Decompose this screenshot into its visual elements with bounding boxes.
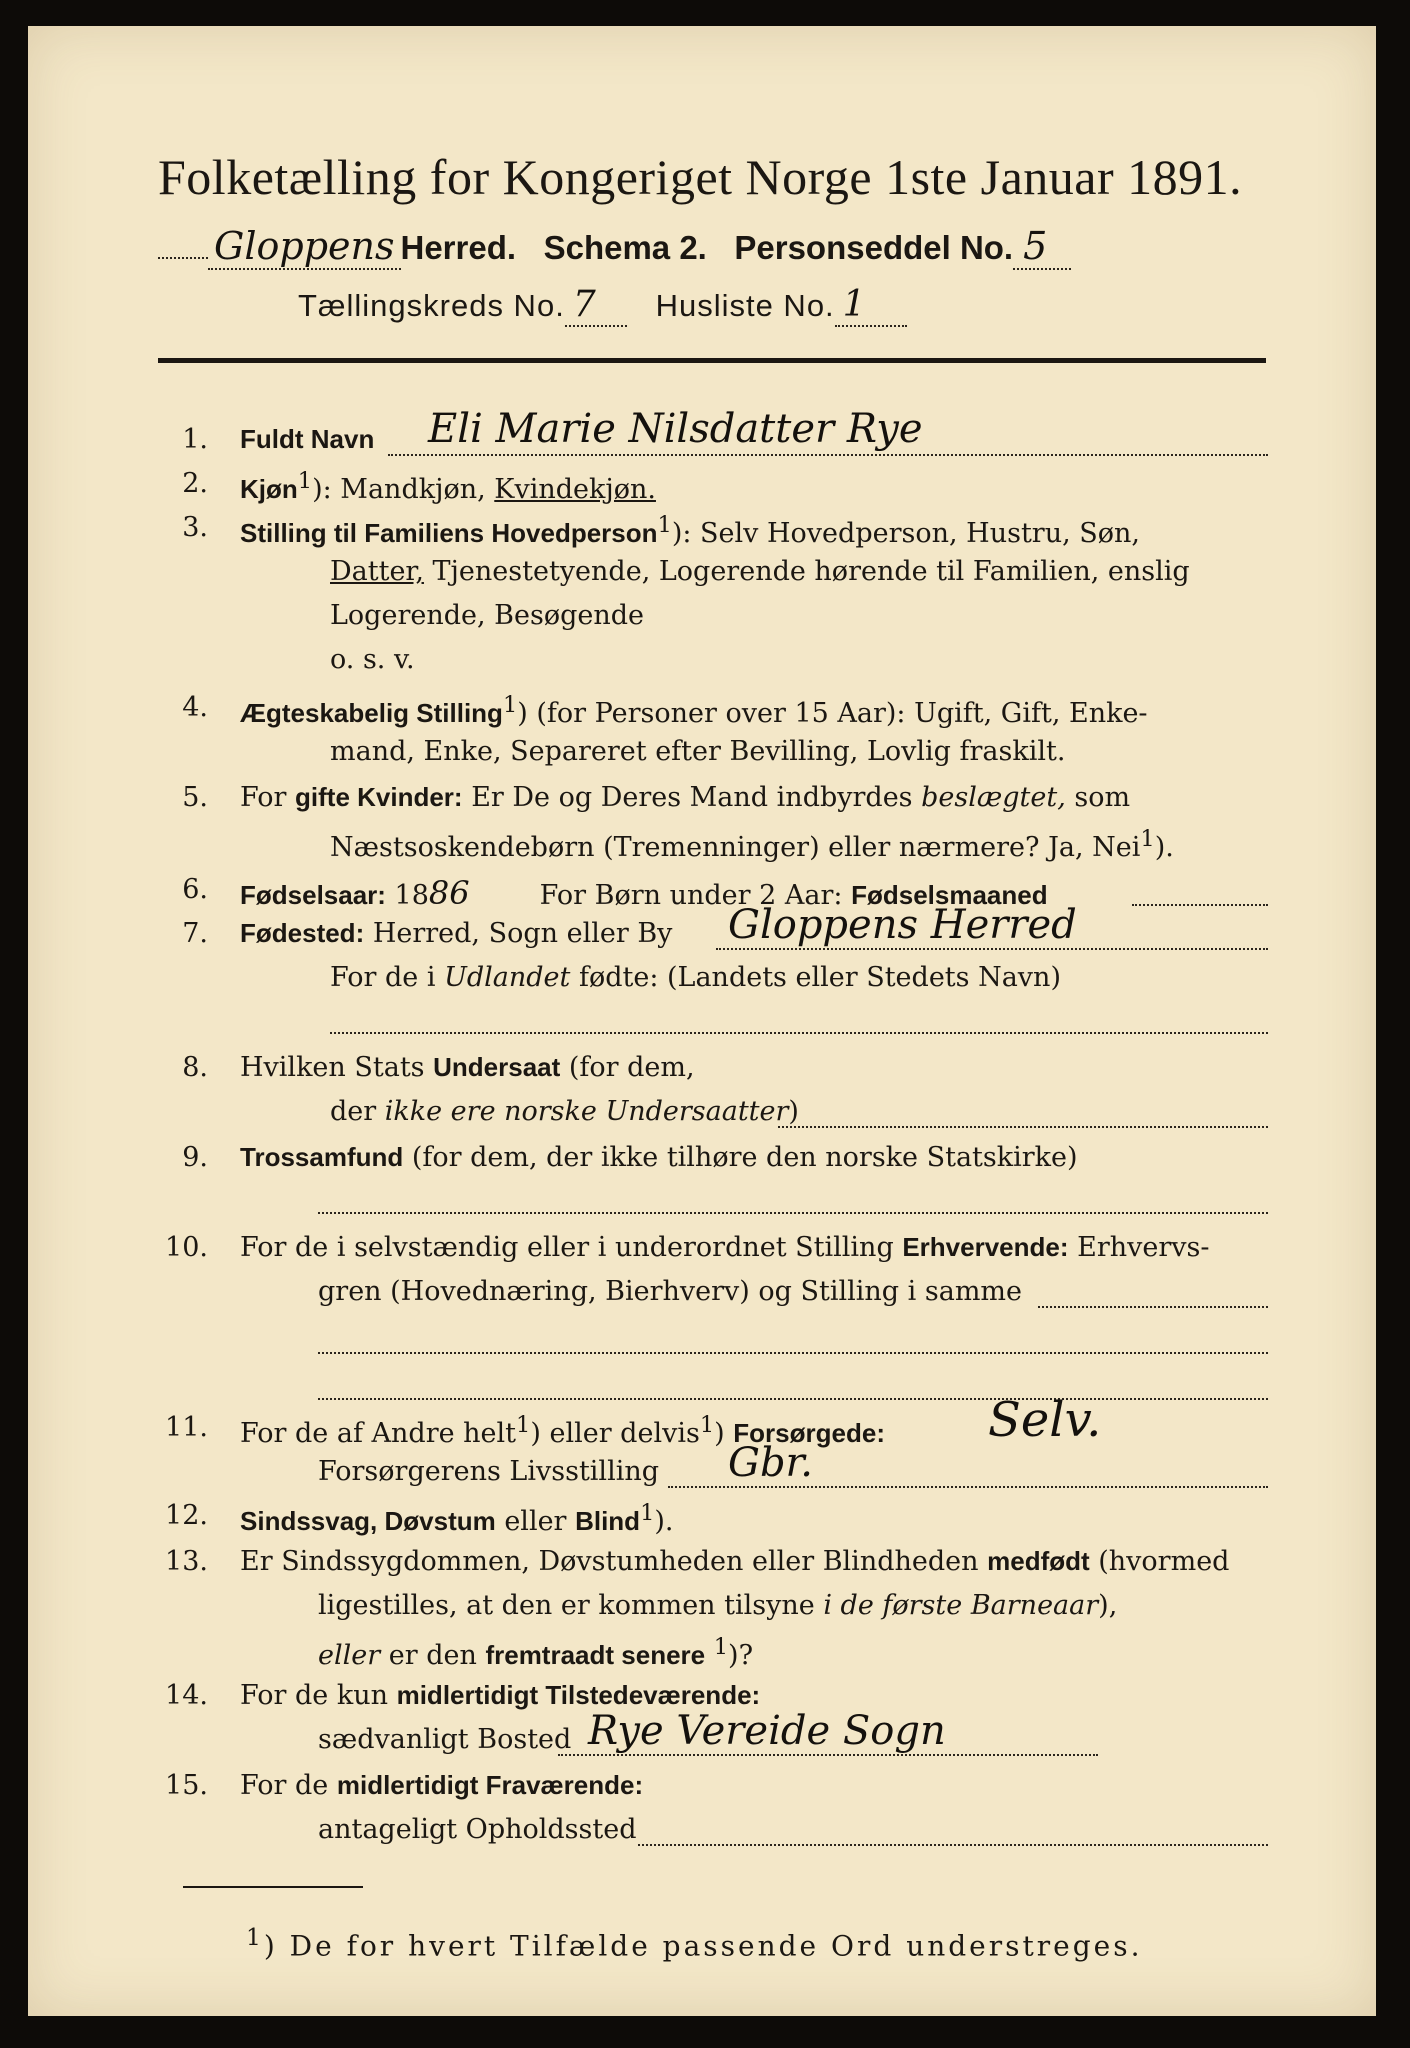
herred-label: Herred. bbox=[400, 229, 517, 266]
q10-label: Erhvervende: bbox=[902, 1232, 1069, 1262]
footnote-mark: 1 bbox=[516, 1412, 531, 1438]
q5-line-2 bbox=[330, 826, 1174, 863]
q7-answer-line-2 bbox=[330, 1032, 1268, 1034]
item-number: 7. bbox=[182, 918, 208, 949]
q10-text: For de i selvstændig eller i underordnet Stilling bbox=[240, 1232, 894, 1263]
q2-text: ): Mandkjøn, bbox=[312, 474, 486, 505]
q6-label-2: Fødselsmaaned bbox=[851, 880, 1048, 910]
q6-text: For Børn under 2 Aar: bbox=[539, 880, 843, 911]
footnote-rule bbox=[183, 1886, 363, 1888]
item-number: 6. bbox=[182, 874, 208, 905]
q2-label: Kjøn bbox=[240, 474, 298, 504]
item-number: 12. bbox=[165, 1500, 208, 1531]
q13-text: ), bbox=[1098, 1590, 1118, 1621]
footnote bbox=[246, 1923, 1142, 1962]
q12-label: Sindssvag, Døvstum bbox=[240, 1506, 496, 1536]
footnote-mark: 1 bbox=[502, 692, 518, 718]
q5-italic: beslægtet, bbox=[921, 782, 1066, 813]
q3-selected-option: Datter, bbox=[330, 556, 424, 587]
q9-answer-line bbox=[318, 1212, 1268, 1214]
q7-line-2 bbox=[330, 962, 1061, 993]
q9-label: Trossamfund bbox=[240, 1142, 404, 1172]
q7-label: Fødested: bbox=[240, 918, 365, 948]
q7-answer-line bbox=[716, 948, 1268, 950]
q2-selected-option: Kvindekjøn. bbox=[494, 474, 656, 505]
footnote-text: ) De for hvert Tilfælde passende Ord understreges. bbox=[263, 1929, 1143, 1963]
taellingskreds-label: Tællingskreds No. bbox=[298, 288, 565, 323]
item-number: 14. bbox=[165, 1680, 208, 1711]
q7-text: fødte: (Landets eller Stedets Navn) bbox=[578, 962, 1061, 993]
q8-text: (for dem, bbox=[568, 1052, 695, 1083]
q15-text: For de bbox=[240, 1770, 329, 1801]
q7-text: Herred, Sogn eller By bbox=[372, 918, 673, 949]
q7-italic: Udlandet bbox=[444, 962, 571, 993]
q6-year-prefix: 18 bbox=[394, 880, 429, 911]
q13-line-3 bbox=[318, 1634, 753, 1671]
q11-answer-2: Gbr. bbox=[728, 1440, 813, 1486]
q4-text: ) (for Personer over 15 Aar): Ugift, Gift, Enke- bbox=[517, 698, 1148, 729]
q3-line-4: o. s. v. bbox=[330, 644, 415, 675]
q3-text: ): Selv Hovedperson, Hustru, Søn, bbox=[671, 518, 1140, 549]
herred-value: Gloppens bbox=[208, 224, 401, 270]
taellingskreds-value: 7 bbox=[565, 284, 627, 327]
q12-text: eller bbox=[504, 1506, 567, 1537]
q14-text: For de kun bbox=[240, 1680, 388, 1711]
q10-text: Erhvervs- bbox=[1077, 1232, 1210, 1263]
item-number: 11. bbox=[165, 1412, 208, 1443]
footnote-mark: 1 bbox=[713, 1634, 729, 1660]
q11-answer: Selv. bbox=[988, 1392, 1102, 1448]
q11-text: ) bbox=[714, 1418, 725, 1449]
q5-text: ). bbox=[1154, 832, 1174, 863]
q10-answer-line-2 bbox=[318, 1352, 1268, 1354]
personseddel-value: 5 bbox=[1013, 224, 1071, 270]
q12-text: ). bbox=[654, 1506, 674, 1537]
footnote-mark: 1 bbox=[297, 468, 313, 494]
q14-line-2: sædvanligt Bosted bbox=[318, 1724, 572, 1755]
q10-answer-line bbox=[1038, 1306, 1268, 1308]
dotted-leader bbox=[158, 257, 208, 259]
q13-line-2 bbox=[318, 1590, 1117, 1621]
q7-text: For de i bbox=[330, 962, 436, 993]
q3-line-3: Logerende, Besøgende bbox=[330, 600, 644, 631]
q8-answer-line bbox=[778, 1126, 1268, 1128]
q13-italic: eller bbox=[318, 1640, 381, 1671]
footnote-mark: 1 bbox=[1140, 826, 1155, 852]
q14-answer-line bbox=[558, 1754, 1098, 1756]
husliste-value: 1 bbox=[835, 284, 907, 327]
header-rule bbox=[158, 358, 1266, 363]
q4-line-2: mand, Enke, Separeret efter Bevilling, Lovlig fraskilt. bbox=[330, 736, 1066, 767]
q8-label: Undersaat bbox=[433, 1052, 561, 1082]
q14-label: midlertidigt Tilstedeværende: bbox=[396, 1680, 761, 1710]
item-number: 8. bbox=[182, 1052, 208, 1083]
q3-text: Tjenestetyende, Logerende hørende til Familien, enslig bbox=[432, 556, 1190, 587]
footnote-mark: 1 bbox=[640, 1500, 655, 1526]
schema-label: Schema 2. bbox=[543, 229, 707, 266]
item-number: 15. bbox=[165, 1770, 208, 1801]
item-number: 2. bbox=[182, 468, 208, 499]
q15-answer-line bbox=[638, 1844, 1268, 1846]
q11-label: Forsørgede: bbox=[733, 1418, 885, 1448]
item-number: 5. bbox=[182, 782, 208, 813]
q15-line-2: antageligt Opholdssted bbox=[318, 1814, 637, 1845]
q13-text: ligestilles, at den er kommen tilsyne bbox=[318, 1590, 815, 1621]
footnote-mark: 1 bbox=[657, 512, 672, 538]
item-number: 3. bbox=[182, 512, 208, 543]
q13-label-2: fremtraadt senere bbox=[485, 1640, 706, 1670]
q11-line-2: Forsørgerens Livsstilling bbox=[318, 1456, 660, 1487]
q14-answer: Rye Vereide Sogn bbox=[588, 1708, 946, 1754]
q5-text: Næstsoskendebørn (Tremenninger) eller nærmere? Ja, Nei bbox=[330, 832, 1141, 863]
husliste-label: Husliste No. bbox=[655, 288, 835, 323]
item-number: 10. bbox=[165, 1232, 208, 1263]
q8-line-2 bbox=[330, 1096, 799, 1127]
q10-answer-line-3 bbox=[318, 1398, 1268, 1400]
q13-text: Er Sindssygdommen, Døvstumheden eller Blindheden bbox=[240, 1546, 979, 1577]
q6-label: Fødselsaar: bbox=[240, 880, 386, 910]
herred-line bbox=[158, 224, 1071, 270]
q8-italic: ikke ere norske Undersaatter bbox=[384, 1096, 789, 1127]
q13-italic: i de første Barneaar bbox=[823, 1590, 1099, 1621]
q5-text: Er De og Deres Mand indbyrdes bbox=[471, 782, 913, 813]
census-form-sheet bbox=[28, 26, 1376, 2016]
q8-text: der bbox=[330, 1096, 377, 1127]
form-title: Folketælling for Kongeriget Norge 1ste Januar 1891. bbox=[158, 149, 1243, 205]
q7-answer: Gloppens Herred bbox=[728, 902, 1077, 948]
q1-answer: Eli Marie Nilsdatter Rye bbox=[428, 406, 923, 452]
item-number: 9. bbox=[182, 1142, 208, 1173]
q6-answer: 86 bbox=[428, 874, 470, 912]
footnote-mark: 1 bbox=[699, 1412, 715, 1438]
q13-text: (hvormed bbox=[1098, 1546, 1230, 1577]
q9-text: (for dem, der ikke tilhøre den norske Statskirke) bbox=[411, 1142, 1078, 1173]
q3-label: Stilling til Familiens Hovedperson bbox=[240, 518, 658, 548]
q13-text: )? bbox=[728, 1640, 754, 1671]
taellingskreds-line bbox=[298, 284, 907, 327]
q3-line-2 bbox=[330, 556, 1190, 587]
q6-answer-line bbox=[1132, 904, 1268, 906]
q12-label-2: Blind bbox=[575, 1506, 641, 1536]
q11-answer-line bbox=[668, 1486, 1268, 1488]
q8-text: ) bbox=[788, 1096, 799, 1127]
q8-text: Hvilken Stats bbox=[240, 1052, 425, 1083]
q5-text: For bbox=[240, 782, 287, 813]
item-number: 13. bbox=[165, 1546, 208, 1577]
q13-text: er den bbox=[388, 1640, 477, 1671]
q4-label: Ægteskabelig Stilling bbox=[240, 698, 503, 728]
q11-text: ) eller delvis bbox=[530, 1418, 700, 1449]
q15-label: midlertidigt Fraværende: bbox=[336, 1770, 644, 1800]
q13-label: medfødt bbox=[987, 1546, 1090, 1576]
q1-answer-line bbox=[388, 454, 1268, 456]
q5-text: som bbox=[1074, 782, 1131, 813]
q11-text: For de af Andre helt bbox=[240, 1418, 517, 1449]
q5-label: gifte Kvinder: bbox=[295, 782, 463, 812]
footnote-mark: 1 bbox=[246, 1923, 264, 1951]
item-number: 1. bbox=[182, 424, 208, 455]
personseddel-label: Personseddel No. bbox=[734, 229, 1014, 266]
item-number: 4. bbox=[182, 692, 208, 723]
q10-line-2: gren (Hovednæring, Bierhverv) og Stilling i samme bbox=[318, 1276, 1023, 1307]
q1-label: Fuldt Navn bbox=[240, 424, 375, 454]
